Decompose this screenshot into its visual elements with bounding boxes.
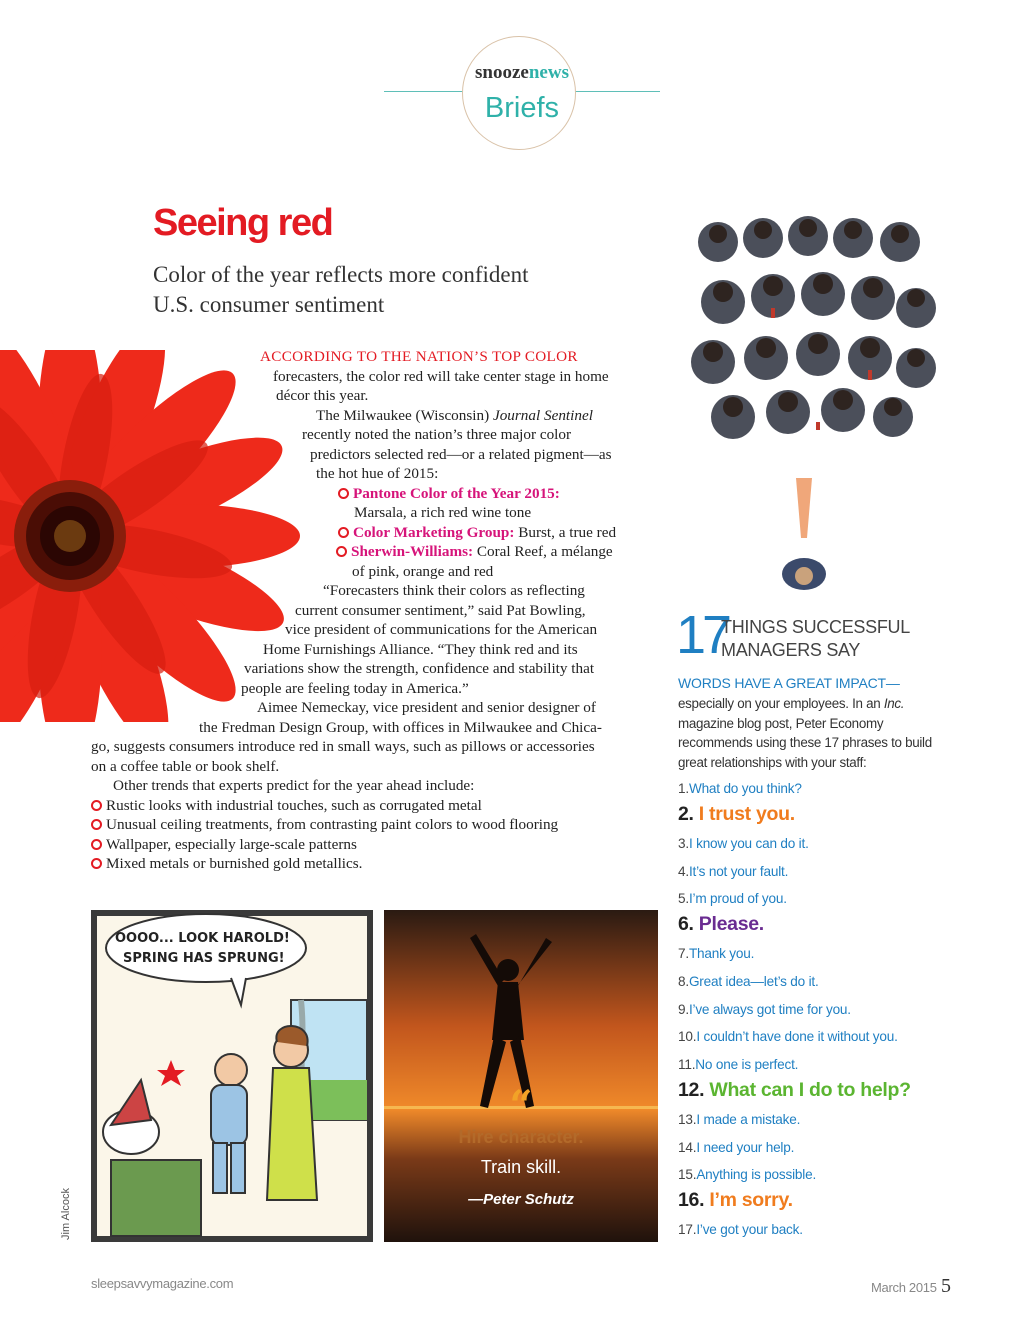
- phrase-11: 11.No one is perfect.: [678, 1057, 799, 1072]
- phrase-1: 1.What do you think?: [678, 781, 802, 796]
- body-line: vice president of communications for the American: [285, 621, 598, 638]
- deck-line-1: Color of the year reflects more confident: [153, 262, 529, 287]
- body-line: forecasters, the color red will take center stage in home: [273, 368, 609, 385]
- body-line: Home Furnishings Alliance. “They think red and its: [263, 641, 578, 658]
- body-line: “Forecasters think their colors as reflecting: [323, 582, 585, 599]
- bullet-sherwin: Sherwin-Williams: Coral Reef, a mélange: [336, 543, 613, 561]
- quote-line-2: Train skill.: [480, 1157, 562, 1177]
- bullet-cmg: Color Marketing Group: Burst, a true red: [338, 524, 616, 542]
- phrase-10: 10.I couldn’t have done it without you.: [678, 1029, 898, 1044]
- bullet-circle-icon: [336, 546, 347, 557]
- masthead-news: news: [528, 62, 569, 83]
- body-line: go, suggests consumers introduce red in small ways, such as pillows or accessories: [91, 738, 595, 755]
- phrase-2: 2. I trust you.: [678, 803, 795, 825]
- article-deck: [153, 260, 623, 320]
- phrase-5: 5.I’m proud of you.: [678, 891, 787, 906]
- trend-item: Unusual ceiling treatments, from contrasting paint colors to wood flooring: [91, 816, 558, 834]
- sidebar-title-line-1: THINGS SUCCESSFUL: [721, 617, 910, 637]
- phrase-16: 16. I’m sorry.: [678, 1189, 793, 1211]
- body-line: people are feeling today in America.”: [241, 680, 469, 697]
- phrase-3: 3.I know you can do it.: [678, 836, 809, 851]
- phrase-12: 12. What can I do to help?: [678, 1079, 911, 1101]
- body-line: of pink, orange and red: [352, 563, 494, 580]
- body-line: recently noted the nation’s three major color: [302, 426, 572, 443]
- body-line: Aimee Nemeckay, vice president and senior designer of: [257, 699, 596, 716]
- sidebar-title: [721, 616, 961, 662]
- quote-line-1: Hire character.: [458, 1127, 584, 1147]
- bullet-circle-icon: [91, 819, 102, 830]
- cartoon-caption-1: OOOO... LOOK HAROLD!: [115, 931, 290, 946]
- business-crowd-photo: [688, 212, 938, 442]
- bullet-circle-icon: [338, 488, 349, 499]
- body-line: the Fredman Design Group, with offices in Milwaukee and Chica-: [199, 719, 602, 736]
- phrase-7: 7.Thank you.: [678, 946, 755, 961]
- trend-item: Rustic looks with industrial touches, such as corrugated metal: [91, 797, 482, 815]
- quote-mark-icon: “: [509, 1082, 533, 1129]
- phrase-4: 4.It’s not your fault.: [678, 864, 789, 879]
- masthead-snooze: snooze: [475, 62, 529, 83]
- sidebar-intro-lead: WORDS HAVE A GREAT IMPACT—: [678, 675, 900, 691]
- phrase-13: 13.I made a mistake.: [678, 1112, 801, 1127]
- body-line: décor this year.: [276, 387, 369, 404]
- body-line: Marsala, a rich red wine tone: [354, 504, 532, 521]
- phrase-17: 17.I’ve got your back.: [678, 1222, 803, 1237]
- bullet-circle-icon: [91, 839, 102, 850]
- footer-date: March 2015: [871, 1280, 937, 1295]
- sidebar-title-line-2: MANAGERS SAY: [721, 640, 861, 660]
- publication-name: Journal Sentinel: [492, 407, 593, 424]
- body-line: The Milwaukee (Wisconsin) Journal Sentinel: [316, 407, 593, 424]
- article-headline: Seeing red: [153, 202, 333, 244]
- body-line: predictors selected red—or a related pigment—as: [310, 446, 612, 463]
- section-title: Briefs: [484, 92, 560, 124]
- phrase-14: 14.I need your help.: [678, 1140, 795, 1155]
- cartoon-caption-2: SPRING HAS SPRUNG!: [123, 951, 285, 966]
- bullet-circle-icon: [338, 527, 349, 538]
- phrase-9: 9.I’ve always got time for you.: [678, 1002, 851, 1017]
- page-number: 5: [941, 1275, 951, 1297]
- trend-item: Mixed metals or burnished gold metallics.: [91, 855, 362, 873]
- phrase-8: 8.Great idea—let’s do it.: [678, 974, 819, 989]
- bullet-pantone: Pantone Color of the Year 2015:: [338, 485, 560, 503]
- body-line: variations show the strength, confidence and stability that: [244, 660, 595, 677]
- spring-cartoon: [91, 910, 373, 1242]
- article-lead-in: ACCORDING TO THE NATION’S TOP COLOR: [260, 348, 578, 365]
- body-line: Other trends that experts predict for the year ahead include:: [113, 777, 475, 794]
- body-line: on a coffee table or book shelf.: [91, 758, 280, 775]
- sidebar-number: 17: [676, 605, 729, 665]
- body-line: current consumer sentiment,” said Pat Bowling,: [295, 602, 586, 619]
- body-line: the hot hue of 2015:: [316, 465, 439, 482]
- bullet-circle-icon: [91, 858, 102, 869]
- spotlight-person-photo: [776, 478, 832, 598]
- phrase-15: 15.Anything is possible.: [678, 1167, 817, 1182]
- trend-item: Wallpaper, especially large-scale patterns: [91, 836, 357, 854]
- cartoon-credit: Jim Alcock: [60, 1188, 72, 1240]
- quote-attribution: —Peter Schutz: [468, 1191, 574, 1208]
- masthead: [384, 62, 660, 84]
- phrase-6: 6. Please.: [678, 913, 764, 935]
- bullet-circle-icon: [91, 800, 102, 811]
- deck-line-2: U.S. consumer sentiment: [153, 292, 385, 317]
- footer-website: sleepsavvymagazine.com: [91, 1276, 234, 1291]
- sidebar-intro: especially on your employees. In an Inc. magazine blog post, Peter Economy recommends using these 17 phrases to build great relationships with your staff:: [678, 696, 932, 770]
